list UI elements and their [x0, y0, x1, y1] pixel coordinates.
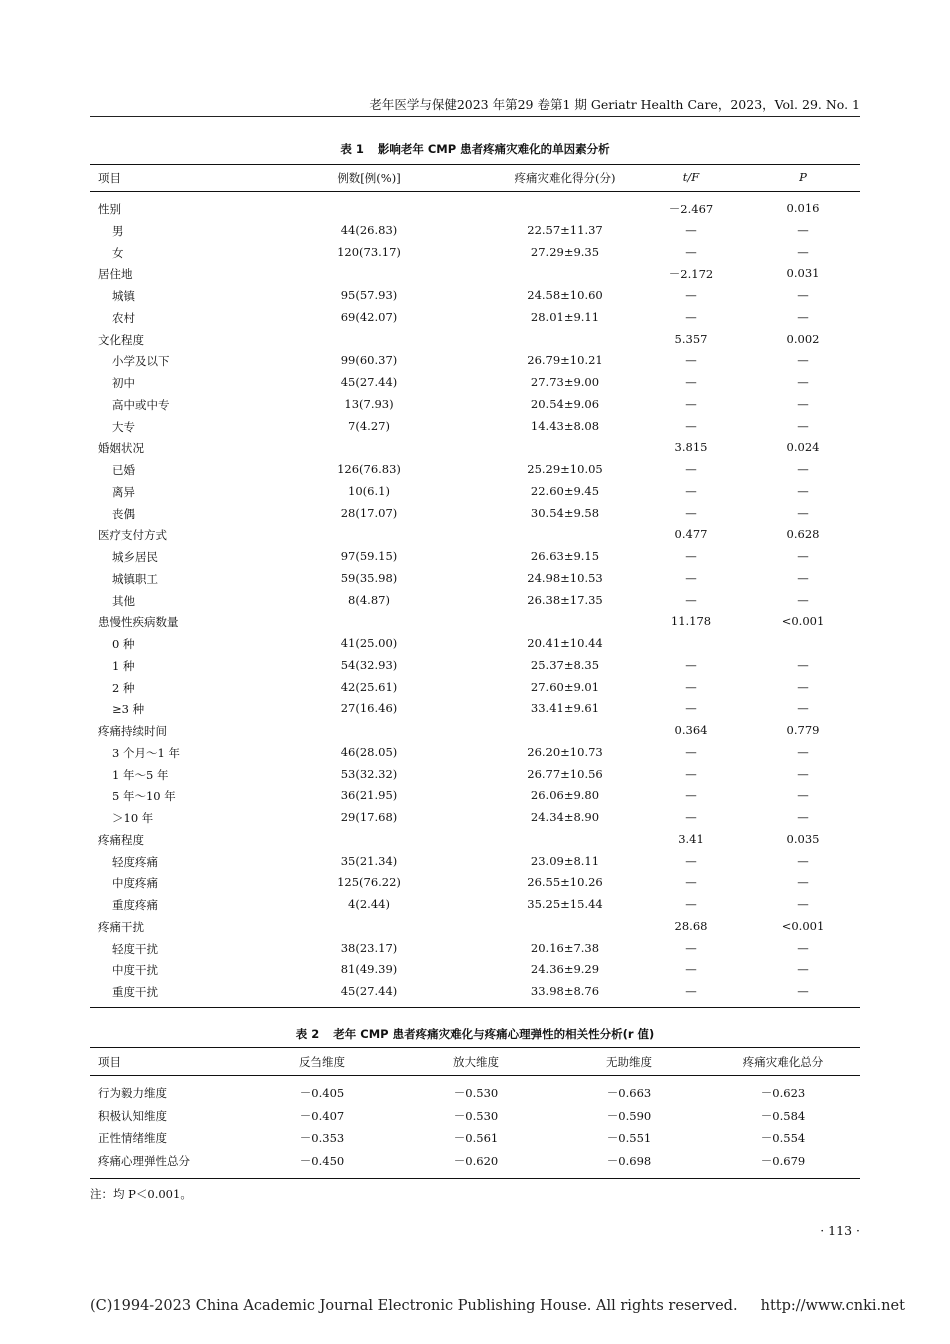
row-p-cell: — — [797, 505, 809, 520]
row-tf-cell: — — [685, 788, 697, 803]
row-value-cell: －0.663 — [606, 1086, 652, 1100]
table2-bottom-rule — [90, 1178, 860, 1179]
row-score-cell: 22.57±11.37 — [527, 222, 603, 237]
copyright-footer: (C)1994-2023 China Academic Journal Electronic Publishing House. All rights reserved. http://www.cnki.net — [90, 1298, 905, 1314]
row-count-cell: 10(6.1) — [348, 483, 390, 498]
row-value-cell: －0.353 — [299, 1131, 345, 1145]
table-row — [90, 394, 860, 416]
row-item-cell: 患慢性疾病数量 — [98, 615, 179, 630]
row-p-cell: — — [797, 462, 809, 476]
row-count-cell: 44(26.83) — [340, 222, 398, 237]
table-row — [90, 829, 860, 851]
table-row — [90, 481, 860, 503]
row-score-cell: 20.16±7.38 — [530, 940, 600, 955]
row-tf-cell: — — [685, 505, 697, 520]
row-count-cell: 120(73.17) — [337, 244, 401, 259]
table-row — [90, 416, 860, 438]
table2-caption — [90, 1026, 860, 1042]
row-count-cell: 27(16.46) — [340, 701, 398, 716]
row-count-cell: 97(59.15) — [340, 549, 398, 563]
row-score-cell: 26.77±10.56 — [527, 766, 603, 781]
row-count-cell: 36(21.95) — [340, 788, 398, 803]
table1-col-item: 项目 — [98, 171, 121, 185]
table-row — [90, 1082, 860, 1105]
table2-col-magnification: 放大维度 — [453, 1055, 499, 1069]
row-tf-cell: 0.364 — [674, 723, 708, 737]
row-tf-cell: — — [685, 962, 697, 977]
row-score-cell: 24.34±8.90 — [530, 810, 600, 824]
table-row — [90, 851, 860, 873]
row-p-cell: 0.031 — [786, 266, 820, 281]
row-p-cell: — — [797, 549, 809, 563]
row-p-cell: 0.024 — [786, 440, 820, 455]
row-tf-cell: — — [685, 353, 697, 368]
row-tf-cell: — — [685, 679, 697, 694]
row-item-cell: 5 年～10 年 — [112, 789, 176, 804]
row-item-cell: 城镇职工 — [112, 571, 158, 586]
row-value-cell: －0.590 — [606, 1108, 652, 1123]
row-item-cell: 男 — [112, 223, 124, 238]
table2-title: 老年 CMP 患者疼痛灾难化与疼痛心理弹性的相关性分析(r 值) — [333, 1027, 655, 1041]
row-count-cell: 8(4.87) — [348, 592, 390, 607]
row-value-cell: －0.554 — [760, 1131, 806, 1145]
row-item-cell: 离异 — [112, 484, 135, 499]
row-count-cell: 126(76.83) — [337, 462, 401, 476]
table2-header-rule — [90, 1075, 860, 1076]
row-tf-cell: — — [685, 766, 697, 781]
row-count-cell: 95(57.93) — [340, 288, 398, 302]
table-row — [90, 807, 860, 829]
row-count-cell: 125(76.22) — [337, 875, 401, 890]
row-value-cell: －0.405 — [299, 1086, 345, 1100]
row-item-cell: 城镇 — [112, 289, 135, 303]
row-item-cell: 3 个月～1 年 — [112, 745, 180, 760]
header-rule — [90, 116, 860, 117]
row-tf-cell: — — [685, 288, 697, 302]
row-score-cell: 24.58±10.60 — [527, 288, 603, 302]
row-count-cell: 59(35.98) — [340, 570, 398, 585]
table-row — [90, 785, 860, 807]
row-count-cell: 42(25.61) — [340, 679, 398, 694]
row-item-cell: 积极认知维度 — [98, 1108, 167, 1123]
row-p-cell: — — [797, 810, 809, 824]
row-score-cell: 26.06±9.80 — [530, 788, 600, 803]
journal-header: 老年医学与保健2023 年第29 卷第1 期 Geriatr Health Care，2023，Vol. 29. No. 1 — [369, 97, 860, 112]
row-score-cell: 26.38±17.35 — [527, 592, 603, 607]
row-p-cell: — — [797, 962, 809, 977]
table1-bottom-rule — [90, 1007, 860, 1008]
row-score-cell: 28.01±9.11 — [530, 309, 600, 324]
row-count-cell: 13(7.93) — [344, 396, 394, 411]
row-tf-cell: — — [685, 244, 697, 259]
row-score-cell: 24.36±9.29 — [530, 962, 600, 977]
row-item-cell: 医疗支付方式 — [98, 528, 167, 543]
row-item-cell: 女 — [112, 245, 124, 260]
table-row — [90, 350, 860, 372]
row-item-cell: 已婚 — [112, 463, 135, 477]
row-count-cell: 41(25.00) — [340, 636, 398, 650]
table-row — [90, 742, 860, 764]
row-value-cell: －0.679 — [760, 1153, 806, 1168]
row-count-cell: 7(4.27) — [348, 418, 390, 433]
table-row — [90, 872, 860, 894]
table2-body — [90, 1082, 860, 1172]
row-p-cell: 0.035 — [786, 831, 820, 846]
table-row — [90, 1150, 860, 1173]
row-item-cell: ＞10 年 — [112, 811, 154, 825]
row-p-cell: — — [797, 766, 809, 781]
table-row — [90, 938, 860, 960]
row-tf-cell: — — [685, 853, 697, 868]
row-item-cell: 丧偶 — [112, 506, 135, 521]
row-p-cell: — — [797, 483, 809, 498]
row-item-cell: 初中 — [112, 376, 135, 390]
row-score-cell: 27.29±9.35 — [530, 244, 600, 259]
table-row — [90, 220, 860, 242]
row-tf-cell: — — [685, 940, 697, 955]
row-p-cell: — — [797, 353, 809, 368]
row-item-cell: 重度疼痛 — [112, 898, 158, 912]
row-p-cell: — — [797, 657, 809, 672]
row-score-cell: 35.25±15.44 — [527, 897, 603, 911]
row-item-cell: 疼痛程度 — [98, 832, 144, 847]
row-item-cell: 行为毅力维度 — [98, 1086, 167, 1100]
row-score-cell: 14.43±8.08 — [530, 418, 600, 433]
table1-col-score: 疼痛灾难化得分(分) — [514, 171, 616, 185]
row-p-cell: 0.002 — [786, 331, 820, 346]
row-item-cell: 中度疼痛 — [112, 876, 158, 891]
row-item-cell: 高中或中专 — [112, 397, 170, 412]
page-number: · 113 · — [820, 1223, 860, 1238]
row-p-cell: — — [797, 570, 809, 585]
row-count-cell: 99(60.37) — [340, 353, 398, 368]
row-tf-cell: — — [685, 309, 697, 324]
row-p-cell: <0.001 — [781, 918, 825, 933]
row-p-cell: 0.628 — [786, 527, 820, 542]
row-tf-cell: — — [685, 592, 697, 607]
row-score-cell: 23.09±8.11 — [530, 853, 600, 868]
row-item-cell: 农村 — [112, 310, 135, 325]
row-count-cell: 81(49.39) — [340, 962, 398, 977]
row-item-cell: 重度干扰 — [112, 985, 158, 999]
row-score-cell: 20.41±10.44 — [527, 636, 603, 650]
row-value-cell: －0.530 — [453, 1086, 499, 1100]
table-row — [90, 611, 860, 633]
row-p-cell: — — [797, 288, 809, 302]
table-row — [90, 677, 860, 699]
table-row — [90, 633, 860, 655]
row-tf-cell: — — [685, 483, 697, 498]
table-row — [90, 590, 860, 612]
row-p-cell: — — [797, 744, 809, 759]
table-row — [90, 198, 860, 220]
row-tf-cell: 3.41 — [678, 831, 704, 846]
row-p-cell: — — [797, 897, 809, 911]
row-item-cell: 文化程度 — [98, 332, 144, 347]
table2-top-rule — [90, 1047, 860, 1048]
table-row — [90, 546, 860, 568]
table-row — [90, 698, 860, 720]
table1-body — [90, 198, 860, 1003]
row-score-cell: 25.29±10.05 — [527, 462, 603, 476]
row-item-cell: 小学及以下 — [112, 354, 170, 369]
row-count-cell: 29(17.68) — [340, 810, 398, 824]
row-score-cell: 33.41±9.61 — [530, 701, 600, 716]
row-count-cell: 53(32.32) — [340, 766, 398, 781]
row-p-cell: — — [797, 875, 809, 890]
row-score-cell: 26.63±9.15 — [530, 549, 600, 563]
row-value-cell: －0.530 — [453, 1108, 499, 1123]
row-p-cell: — — [797, 701, 809, 716]
row-item-cell: 大专 — [112, 419, 135, 434]
row-score-cell: 27.60±9.01 — [530, 679, 600, 694]
row-count-cell: 46(28.05) — [340, 744, 398, 759]
row-item-cell: 其他 — [112, 593, 135, 608]
table1-caption — [90, 141, 860, 157]
row-p-cell: — — [797, 396, 809, 411]
table-row — [90, 981, 860, 1003]
row-item-cell: 轻度疼痛 — [112, 854, 158, 869]
row-score-cell: 24.98±10.53 — [527, 570, 603, 585]
table2-col-helplessness: 无助维度 — [606, 1055, 652, 1069]
row-score-cell: 22.60±9.45 — [530, 483, 600, 498]
row-p-cell: — — [797, 940, 809, 955]
row-tf-cell: — — [685, 701, 697, 716]
row-value-cell: －0.407 — [299, 1108, 345, 1123]
table1-col-p: P — [799, 170, 807, 184]
row-tf-cell: — — [685, 549, 697, 563]
table-row — [90, 329, 860, 351]
table2-number: 表 2 — [295, 1027, 320, 1041]
row-tf-cell: — — [685, 396, 697, 411]
table-row — [90, 459, 860, 481]
row-count-cell: 38(23.17) — [340, 940, 398, 955]
table-row — [90, 503, 860, 525]
table-row — [90, 263, 860, 285]
table-row — [90, 242, 860, 264]
row-tf-cell: 28.68 — [674, 918, 708, 933]
row-item-cell: 性别 — [98, 202, 121, 216]
row-count-cell: 35(21.34) — [340, 853, 398, 868]
row-p-cell: 0.016 — [786, 201, 820, 215]
row-p-cell: 0.779 — [786, 723, 820, 737]
row-value-cell: －0.561 — [453, 1131, 499, 1145]
row-tf-cell: 5.357 — [674, 331, 708, 346]
row-count-cell: 69(42.07) — [340, 309, 398, 324]
row-score-cell: 30.54±9.58 — [530, 505, 600, 520]
row-p-cell: — — [797, 418, 809, 433]
row-p-cell: <0.001 — [781, 614, 825, 629]
row-p-cell: — — [797, 679, 809, 694]
table-row — [90, 285, 860, 307]
row-item-cell: 婚姻状况 — [98, 441, 144, 456]
table2-header-row — [90, 1054, 860, 1074]
table-row — [90, 307, 860, 329]
row-item-cell: 2 种 — [112, 680, 135, 695]
row-count-cell: 45(27.44) — [340, 984, 398, 998]
table1-header-rule — [90, 191, 860, 192]
table-row — [90, 1105, 860, 1128]
row-count-cell: 28(17.07) — [340, 505, 398, 520]
table-row — [90, 959, 860, 981]
row-item-cell: 轻度干扰 — [112, 941, 158, 956]
table-row — [90, 568, 860, 590]
row-score-cell: 27.73±9.00 — [530, 375, 600, 389]
table1-top-rule — [90, 164, 860, 165]
row-tf-cell: 0.477 — [674, 527, 708, 542]
row-tf-cell: －2.172 — [668, 267, 714, 282]
row-tf-cell: — — [685, 810, 697, 824]
row-item-cell: 疼痛干扰 — [98, 919, 144, 934]
row-tf-cell: — — [685, 570, 697, 585]
row-p-cell: — — [797, 309, 809, 324]
row-tf-cell: — — [685, 875, 697, 890]
row-tf-cell: — — [685, 744, 697, 759]
row-p-cell: — — [797, 984, 809, 998]
table2-col-rumination: 反刍维度 — [299, 1055, 345, 1069]
table-note: 注：均 P＜0.001。 — [90, 1187, 192, 1201]
row-tf-cell: — — [685, 418, 697, 433]
row-score-cell: 26.55±10.26 — [527, 875, 603, 890]
row-count-cell: 45(27.44) — [340, 375, 398, 389]
row-value-cell: －0.551 — [606, 1131, 652, 1145]
row-p-cell: — — [797, 222, 809, 237]
row-item-cell: 居住地 — [98, 267, 133, 282]
row-item-cell: 1 年～5 年 — [112, 767, 169, 782]
row-tf-cell: 3.815 — [674, 440, 708, 455]
table-row — [90, 524, 860, 546]
row-tf-cell: — — [685, 462, 697, 476]
table1-col-count: 例数[例(%)] — [337, 171, 401, 185]
row-count-cell: 4(2.44) — [348, 897, 390, 911]
row-p-cell: — — [797, 244, 809, 259]
table1-title: 影响老年 CMP 患者疼痛灾难化的单因素分析 — [377, 142, 610, 156]
row-value-cell: －0.620 — [453, 1153, 499, 1168]
row-value-cell: －0.623 — [760, 1086, 806, 1100]
row-item-cell: 疼痛心理弹性总分 — [98, 1153, 190, 1168]
row-score-cell: 25.37±8.35 — [530, 657, 600, 672]
table-row — [90, 437, 860, 459]
row-value-cell: －0.450 — [299, 1153, 345, 1168]
row-tf-cell: — — [685, 897, 697, 911]
table1-header-row — [90, 170, 860, 190]
row-score-cell: 20.54±9.06 — [530, 396, 600, 411]
row-tf-cell: －2.467 — [668, 202, 714, 216]
table-row — [90, 655, 860, 677]
table2-col-item: 项目 — [98, 1055, 121, 1069]
table-row — [90, 916, 860, 938]
table-row — [90, 764, 860, 786]
row-p-cell: — — [797, 375, 809, 389]
row-value-cell: －0.584 — [760, 1108, 806, 1123]
table1-number: 表 1 — [340, 142, 364, 156]
table-row — [90, 894, 860, 916]
row-tf-cell: 11.178 — [670, 614, 712, 629]
table-row — [90, 1127, 860, 1150]
table-row — [90, 372, 860, 394]
row-item-cell: 中度干扰 — [112, 963, 158, 978]
row-item-cell: ≥3 种 — [112, 702, 145, 717]
row-value-cell: －0.698 — [606, 1153, 652, 1168]
row-item-cell: 正性情绪维度 — [98, 1131, 167, 1145]
row-item-cell: 疼痛持续时间 — [98, 724, 167, 738]
row-tf-cell: — — [685, 222, 697, 237]
table-row — [90, 720, 860, 742]
row-p-cell: — — [797, 592, 809, 607]
row-score-cell: 33.98±8.76 — [530, 984, 600, 998]
row-p-cell: — — [797, 788, 809, 803]
row-item-cell: 0 种 — [112, 637, 135, 651]
table1-col-tf: t/F — [682, 170, 700, 184]
row-score-cell: 26.79±10.21 — [527, 353, 603, 368]
row-tf-cell: — — [685, 657, 697, 672]
row-tf-cell: — — [685, 984, 697, 998]
row-item-cell: 1 种 — [112, 658, 135, 673]
row-p-cell: — — [797, 853, 809, 868]
row-count-cell: 54(32.93) — [340, 657, 398, 672]
row-tf-cell: — — [685, 375, 697, 389]
row-item-cell: 城乡居民 — [112, 550, 158, 564]
table2-col-total: 疼痛灾难化总分 — [742, 1055, 824, 1069]
row-score-cell: 26.20±10.73 — [527, 744, 603, 759]
